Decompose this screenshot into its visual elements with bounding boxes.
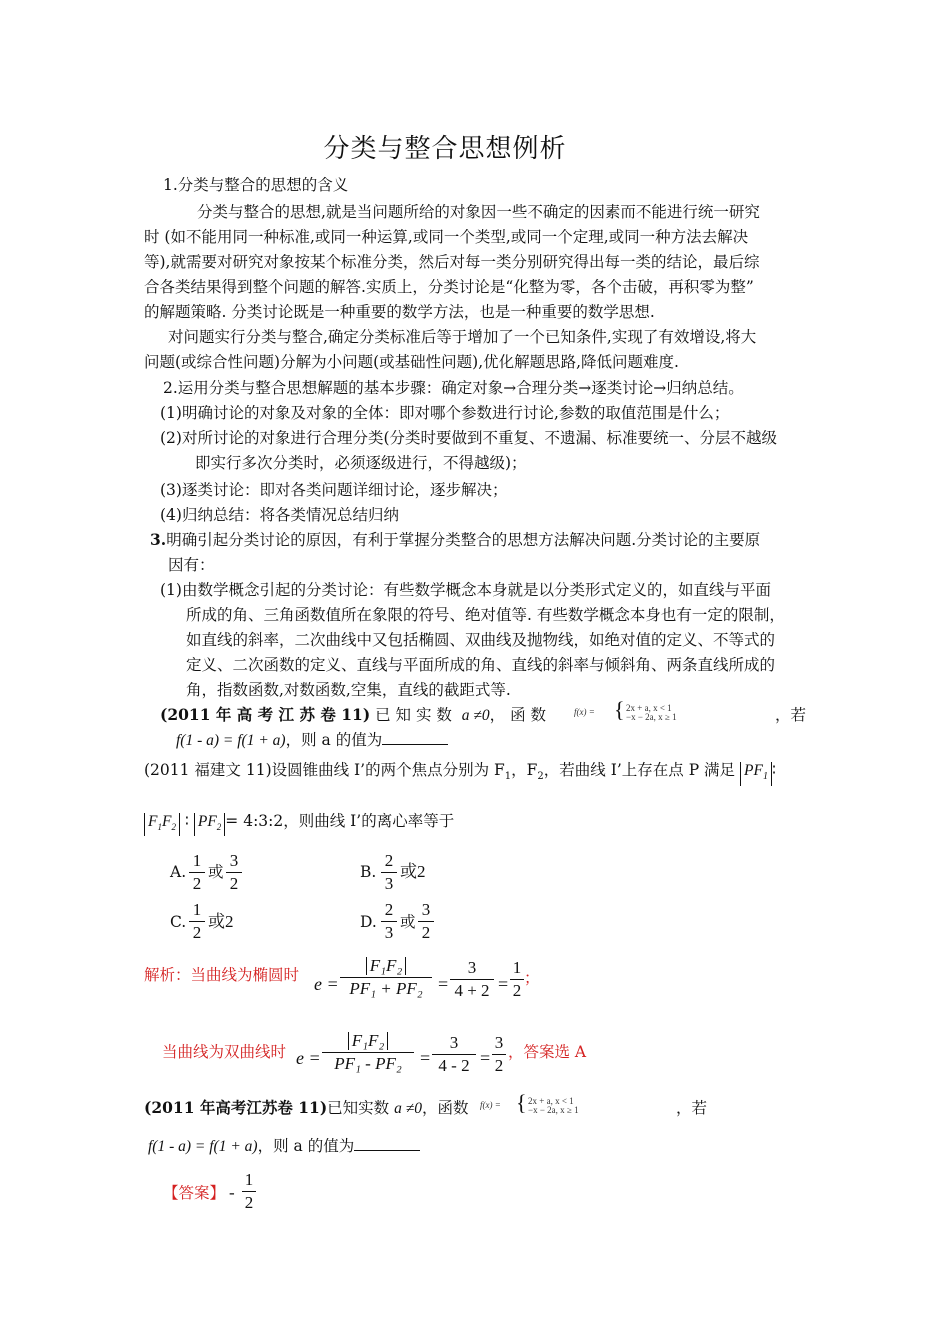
answer-sign: - <box>229 1183 235 1202</box>
or-text: 或 <box>400 913 416 931</box>
cause-line: (1)由数学概念引起的分类讨论：有些数学概念本身就是以分类形式定义的，如直线与平面 <box>160 581 771 599</box>
e-symbol: e = <box>314 974 339 994</box>
step-2: (2)对所讨论的对象进行合理分类(分类时要做到不重复、不遗漏、标准要统一、分层不越级 <box>160 429 778 447</box>
fraction: 3 4 + 2 <box>450 958 494 1001</box>
question-1-line-1: (2011 年 高 考 江 苏 卷 11) 已 知 实 数 a ≠0， 函 数 <box>160 705 547 724</box>
cause-line: 如直线的斜率，二次曲线中又包括椭圆、双曲线及抛物线，如绝对值的定义、不等式的 <box>186 631 776 649</box>
question-1-if: ，若 <box>775 706 807 724</box>
question-2-line-1: (2011 福建文 11)设圆锥曲线 I’的两个焦点分别为 $F_1$，$F_2$，若曲线 I’上存在点 P 满足 $PF_1$ ∶ <box>144 760 776 787</box>
fraction: 3 4 - 2 <box>432 1033 476 1076</box>
section-2-heading: 2.运用分类与整合思想解题的基本步骤：确定对象→合理分类→逐类讨论→归纳总结。 <box>163 379 744 397</box>
question-3-if: ，若 <box>676 1099 708 1117</box>
solution-label: 解析：当曲线为椭圆时 <box>144 966 300 984</box>
para-line: 时 (如不能用同一种标准,或同一种运算,或同一个类型,或同一个定理,或同一种方法去解决 <box>144 228 749 246</box>
answer-label: 【答案】 <box>163 1184 226 1202</box>
para-line: 的解题策略. 分类讨论既是一种重要的数学方法，也是一种重要的数学思想. <box>144 303 655 321</box>
e-symbol: e = <box>296 1048 321 1068</box>
brace-symbol: { <box>614 697 625 722</box>
eccentricity-fraction-hyperbola: F₁F₂ PF₁ - PF₂ <box>322 1031 414 1074</box>
option-c-label[interactable]: C. <box>170 913 187 931</box>
fraction: 2 3 <box>381 851 397 894</box>
step-3: (3)逐类讨论：即对各类问题详细讨论，逐步解决； <box>160 481 508 499</box>
step-1: (1)明确讨论的对象及对象的全体：即对哪个参数进行讨论,参数的取值范围是什么； <box>160 404 730 422</box>
case-2: −x − 2a, x ≥ 1 <box>626 712 677 722</box>
fraction: 3 2 <box>418 900 434 943</box>
equals: = <box>438 974 449 994</box>
answer-fraction: 1 2 <box>242 1170 256 1213</box>
eccentricity-fraction-ellipse: F₁F₂ PF₁ + PF₂ <box>340 956 432 999</box>
case-2: −x − 2a, x ≥ 1 <box>528 1105 579 1115</box>
para-line: 分类与整合的思想,就是当问题所给的对象因一些不确定的因素而不能进行统一研究 <box>197 203 760 221</box>
fraction: 2 3 <box>381 900 397 943</box>
solution-label-2: 当曲线为双曲线时 <box>162 1043 287 1061</box>
fraction: 3 2 <box>226 851 242 894</box>
equation: f(1 - a) = f(1 + a) <box>176 732 286 749</box>
para-line: 问题(或综合性问题)分解为小问题(或基础性问题),优化解题思路,降低问题难度. <box>144 353 679 371</box>
page-title: 分类与整合思想例析 <box>323 134 567 164</box>
cause-line: 所成的角、三角函数值所在象限的符号、绝对值等. 有些数学概念本身也有一定的限制， <box>186 606 785 624</box>
case-1: 2x + a, x < 1 <box>528 1096 574 1106</box>
para-line: 等),就需要对研究对象按某个标准分类，然后对每一类分别研究得出每一类的结论，最后综 <box>144 253 760 271</box>
fraction: 1 2 <box>189 851 205 894</box>
option-b-rest: 或2 <box>400 862 426 881</box>
equals: = <box>420 1048 431 1068</box>
section-1-heading: 1.分类与整合的思想的含义 <box>163 176 349 194</box>
equation: f(1 - a) = f(1 + a) <box>148 1138 258 1155</box>
section-3-heading-cont: 因有： <box>168 556 215 574</box>
pf2-abs: $PF_2$ <box>194 813 225 836</box>
condition: a ≠0 <box>461 707 490 724</box>
piecewise-function: f(x) = <box>574 707 595 717</box>
f1f2-abs: $F_1F_2$ <box>144 813 180 836</box>
fraction: 1 2 <box>510 958 524 1001</box>
condition: a ≠0 <box>394 1100 423 1117</box>
option-a-label[interactable]: A. <box>170 863 187 881</box>
option-d-label[interactable]: D. <box>360 913 377 931</box>
pf1-abs: $PF_1$ <box>740 762 772 786</box>
question-3-line-1: (2011 年高考江苏卷 11)已知实数 a ≠0，函数 <box>144 1098 469 1117</box>
question-2-line-2: $F_1F_2$ ∶ $PF_2$ = 4:3:2，则曲线 I’的离心率等于 <box>144 811 454 836</box>
option-b-label[interactable]: B. <box>360 863 377 881</box>
cause-line: 定义、二次函数的定义、直线与平面所成的角、直线的斜率与倾斜角、两条直线所成的 <box>186 656 776 674</box>
semicolon: ； <box>524 969 540 987</box>
answer-choice: ，答案选 A <box>508 1043 587 1061</box>
or-text: 或 <box>208 863 224 881</box>
para-line: 合各类结果得到整个问题的解答.实质上，分类讨论是“化整为零，各个击破，再积零为整” <box>144 278 754 296</box>
question-3-line-2: f(1 - a) = f(1 + a)，则 a 的值为 <box>148 1136 420 1157</box>
cause-line: 角，指数函数,对数函数,空集，直线的截距式等. <box>186 681 511 699</box>
answer-blank[interactable] <box>354 1136 420 1151</box>
case-1: 2x + a, x < 1 <box>626 703 672 713</box>
question-3-source: (2011 年高考江苏卷 11) <box>144 1098 328 1117</box>
question-1-source: (2011 年 高 考 江 苏 卷 11) <box>160 705 371 724</box>
option-c-rest: 或2 <box>208 912 234 931</box>
section-3-number: 3. <box>150 530 167 549</box>
step-2-cont: 即实行多次分类时，必须逐级进行，不得越级)； <box>195 454 527 472</box>
fraction: 3 2 <box>492 1033 506 1076</box>
step-4: (4)归纳总结：将各类情况总结归纳 <box>160 506 399 524</box>
piecewise-function: f(x) = <box>480 1100 501 1110</box>
brace-symbol: { <box>516 1090 527 1115</box>
answer-blank[interactable] <box>382 730 448 745</box>
equals: = <box>498 974 509 994</box>
equals: = <box>480 1048 491 1068</box>
para-line: 对问题实行分类与整合,确定分类标准后等于增加了一个已知条件,实现了有效增设,将大 <box>168 328 757 346</box>
section-3-heading: 3.明确引起分类讨论的原因，有利于掌握分类整合的思想方法解决问题.分类讨论的主要原 <box>150 530 761 549</box>
fraction: 1 2 <box>189 900 205 943</box>
question-1-line-2: f(1 - a) = f(1 + a)，则 a 的值为 <box>176 730 448 751</box>
